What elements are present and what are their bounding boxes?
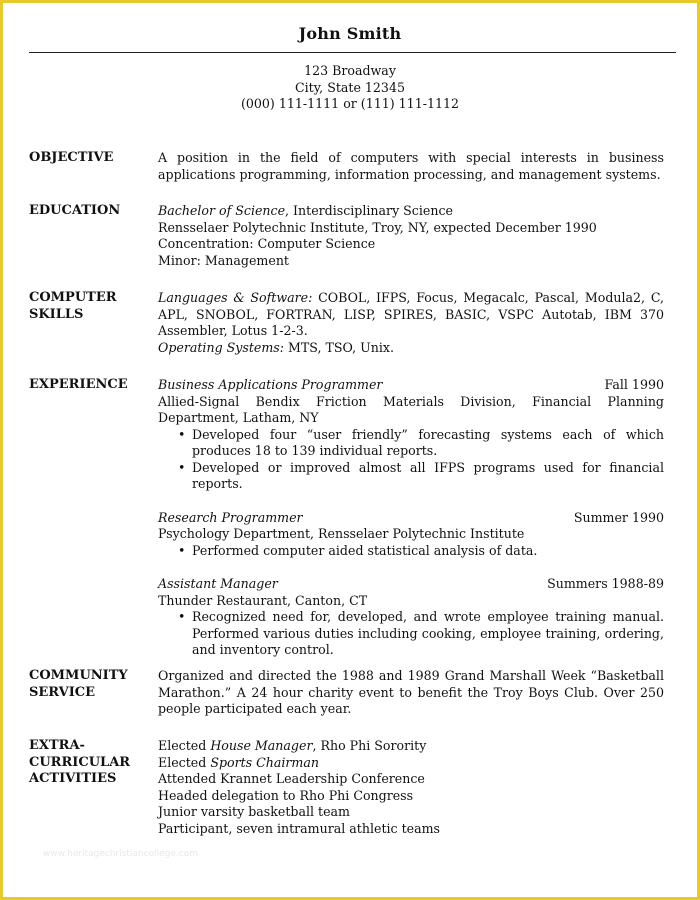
job-entry (158, 576, 664, 659)
os-line (158, 340, 664, 357)
experience-body (158, 377, 664, 659)
job-bullet: • Developed four “user friendly” forecasting systems each of which produces 18 to 139 individual reports. (192, 427, 664, 460)
address-line-2: City, State 12345 (295, 79, 405, 95)
languages-list: COBOL, IFPS, Focus, Megacalc, Pascal, Modula2, C, APL, SNOBOL, FORTRAN, LISP, SPIRES, BASIC, VSPC Autotab, IBM 370 Assembler, Lotus 1-2-3. (158, 290, 665, 338)
watermark-text: www.heritagechristiancollege.com (43, 849, 198, 859)
job-bullet: • Developed or improved almost all IFPS programs used for financial reports. (192, 460, 664, 493)
job-header (158, 377, 664, 394)
phone-numbers: (000) 111-1111 or (111) 111-1112 (240, 96, 460, 111)
job-role: Business Applications Programmer (158, 377, 383, 392)
skills-title-line-1: COMPUTER (29, 290, 117, 305)
job-bullets (158, 427, 664, 493)
activity-item: Junior varsity basketball team (158, 804, 350, 819)
degree-line (158, 203, 664, 220)
job-org: Psychology Department, Rensselaer Polytechnic Institute (158, 526, 525, 541)
degree-name: Bachelor of Science (158, 203, 286, 218)
activity-item: Participant, seven intramural athletic teams (158, 820, 441, 836)
header-rule (29, 52, 676, 53)
os-list: MTS, TSO, Unix. (284, 339, 394, 355)
job-bullet: • Recognized need for, developed, and wrote employee training manual. Performed various duties including cooking, employee training, ordering, and inventory control. (192, 609, 664, 659)
job-role: Research Programmer (158, 509, 303, 525)
activities-body (158, 738, 664, 837)
job-date: Summer 1990 (573, 509, 664, 525)
activity-item: Elected Sports Chairman (158, 754, 319, 770)
job-header (158, 510, 664, 527)
job-bullet: • Performed computer aided statistical analysis of data. (192, 543, 664, 560)
address-line-1: 123 Broadway (304, 63, 396, 78)
job-role: Assistant Manager (158, 576, 278, 591)
job-entry (158, 377, 664, 493)
skills-body (158, 290, 664, 356)
job-bullets (158, 609, 664, 659)
job-date: Fall 1990 (604, 377, 664, 392)
community-text: Organized and directed the 1988 and 1989 Grand Marshall Week “Basketball Marathon.” A 24 hour charity event to benefit the Troy Boys Club. Over 250 people participated each year. (158, 668, 664, 716)
job-org: Thunder Restaurant, Canton, CT (158, 592, 368, 608)
section-title-experience: EXPERIENCE (29, 377, 128, 392)
contact-block (3, 63, 697, 113)
job-date: Summers 1988-89 (547, 576, 664, 591)
activities-title-line-3: ACTIVITIES (29, 771, 117, 786)
job-bullets (158, 543, 664, 560)
degree-field: , Interdisciplinary Science (285, 203, 453, 218)
minor-line: Minor: Management (158, 252, 289, 268)
section-title-activities (29, 738, 154, 788)
community-title-line-2: SERVICE (29, 684, 96, 700)
activity-item: Attended Krannet Leadership Conference (158, 771, 425, 786)
community-title-line-1: COMMUNITY (29, 668, 128, 683)
section-title-education: EDUCATION (29, 203, 121, 218)
resume-page (3, 3, 697, 897)
resume-name: John Smith (298, 24, 402, 43)
activities-title-line-1: EXTRA- (29, 738, 85, 753)
section-title-skills (29, 290, 154, 323)
activity-item: Elected House Manager, Rho Phi Sorority (158, 738, 427, 753)
education-body (158, 203, 664, 269)
school-line: Rensselaer Polytechnic Institute, Troy, NY, expected December 1990 (158, 219, 597, 235)
skills-title-line-2: SKILLS (29, 306, 84, 322)
section-title-community (29, 668, 154, 701)
os-label: Operating Systems: (158, 339, 284, 355)
languages-label: Languages & Software: (158, 290, 313, 305)
concentration-line: Concentration: Computer Science (158, 236, 376, 251)
job-header (158, 576, 664, 593)
section-title-objective: OBJECTIVE (29, 150, 114, 165)
activity-item: Headed delegation to Rho Phi Congress (158, 787, 414, 803)
job-entry (158, 510, 664, 560)
activities-title-line-2: CURRICULAR (29, 754, 131, 770)
objective-text: A position in the field of computers with special interests in business applications programming, information processing, and management systems. (158, 150, 664, 182)
job-org: Allied-Signal Bendix Friction Materials Division, Financial Planning Department, Latham, NY (158, 393, 664, 425)
languages-line (158, 290, 664, 340)
